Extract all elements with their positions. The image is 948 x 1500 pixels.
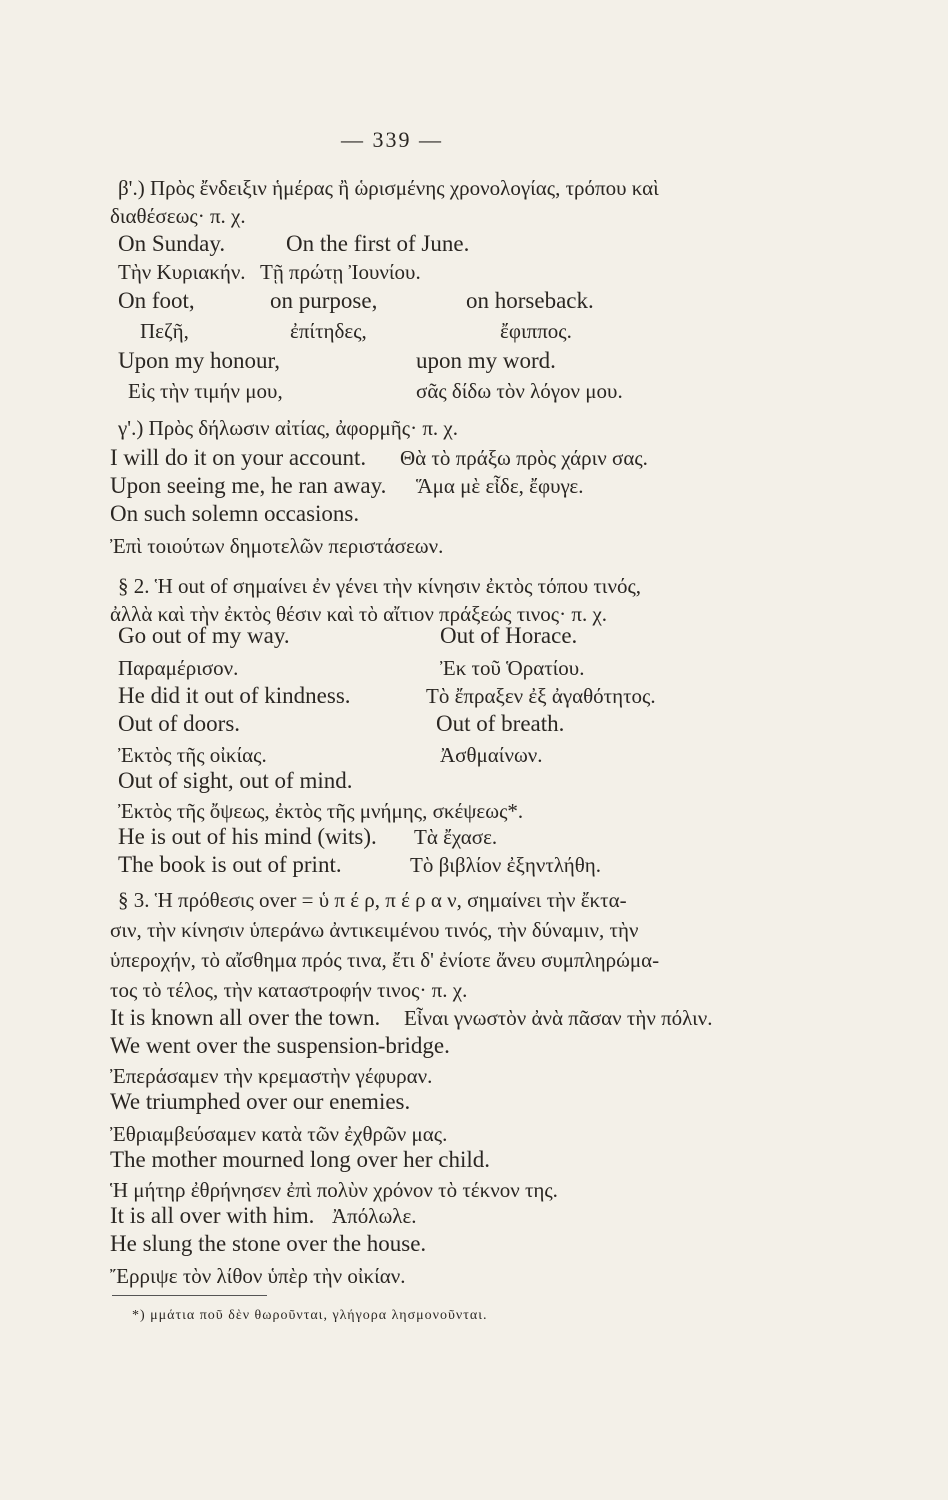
- text-line: ἀλλὰ καὶ τὴν ἐκτὸς θέσιν καὶ τὸ αἴτιον πράξεώς τινος· π. χ.: [110, 602, 608, 626]
- text-line: Εἶναι γνωστὸν ἀνὰ πᾶσαν τὴν πόλιν.: [404, 1006, 713, 1030]
- text-line: He slung the stone over the house.: [110, 1231, 427, 1256]
- text-line: σιν, τὴν κίνησιν ὑπεράνω ἀντικειμένου τινός, τὴν δύναμιν, τὴν: [110, 918, 639, 942]
- text-line: Out of Horace.: [440, 623, 578, 648]
- text-line: Τὸ ἔπραξεν ἐξ ἀγαθότητος.: [426, 684, 656, 708]
- text-line: Out of sight, out of mind.: [118, 768, 353, 793]
- text-line: on horseback.: [466, 288, 594, 313]
- text-line: Ἐκτὸς τῆς ὄψεως, ἐκτὸς τῆς μνήμης, σκέψεως*.: [118, 799, 524, 823]
- text-line: § 2. Ἡ out of σημαίνει ἐν γένει τὴν κίνησιν ἐκτὸς τόπου τινός,: [118, 574, 642, 598]
- text-line: ὑπεροχήν, τὸ αἴσθημα πρός τινα, ἔτι δ' ἐνίοτε ἄνευ συμπληρώμα-: [110, 948, 660, 972]
- text-line: Ἐπεράσαμεν τὴν κρεμαστὴν γέφυραν.: [110, 1064, 433, 1088]
- text-line: Θὰ τὸ πράξω πρὸς χάριν σας.: [400, 446, 648, 470]
- text-line: τος τὸ τέλος, τὴν καταστροφήν τινος· π. χ.: [110, 978, 468, 1002]
- text-line: διαθέσεως· π. χ.: [110, 204, 246, 228]
- text-line: On foot,: [118, 288, 195, 313]
- text-line: On the first of June.: [286, 231, 470, 256]
- text-line: Ἡ μήτηρ ἐθρήνησεν ἐπὶ πολὺν χρόνον τὸ τέκνον της.: [110, 1178, 558, 1202]
- text-line: It is all over with him.: [110, 1203, 315, 1228]
- text-line: Παραμέρισον.: [118, 656, 239, 680]
- text-line: Ἐκτὸς τῆς οἰκίας.: [118, 743, 267, 767]
- text-line: Go out of my way.: [118, 623, 290, 648]
- text-line: Out of doors.: [118, 711, 241, 736]
- text-line: σᾶς δίδω τὸν λόγον μου.: [416, 379, 623, 403]
- text-line: Τὴν Κυριακήν.: [118, 260, 246, 284]
- text-line: Ἐκ τοῦ Ὁρατίου.: [440, 656, 585, 680]
- text-line: Ἀπόλωλε.: [332, 1204, 417, 1228]
- text-line: Τῇ πρώτῃ Ἰουνίου.: [260, 260, 421, 284]
- text-line: § 3. Ἡ πρόθεσις over = ὑ π έ ρ, π έ ρ α ν, σημαίνει τὴν ἔκτα-: [118, 888, 627, 912]
- text-line: It is known all over the town.: [110, 1005, 381, 1030]
- text-line: Τὰ ἔχασε.: [414, 825, 498, 849]
- text-line: Upon seeing me, he ran away.: [110, 473, 387, 498]
- text-line: We went over the suspension-bridge.: [110, 1033, 450, 1058]
- footnote: *) μμάτια ποῦ δὲν θωροῦνται, γλήγορα λησμονοῦνται.: [132, 1308, 488, 1323]
- text-line: β'.) Πρὸς ἔνδειξιν ἡμέρας ἢ ὡρισμένης χρονολογίας, τρόπου καὶ: [118, 176, 659, 200]
- text-line: Upon my honour,: [118, 348, 280, 373]
- text-line: He is out of his mind (wits).: [118, 824, 377, 849]
- text-line: γ'.) Πρὸς δήλωσιν αἰτίας, ἀφορμῆς· π. χ.: [118, 416, 458, 440]
- text-line: On such solemn occasions.: [110, 501, 360, 526]
- text-line: Ἅμα μὲ εἶδε, ἔφυγε.: [416, 474, 584, 498]
- text-line: on purpose,: [270, 288, 378, 313]
- text-line: Ἔρριψε τὸν λίθον ὑπὲρ τὴν οἰκίαν.: [110, 1264, 406, 1288]
- text-line: upon my word.: [416, 348, 556, 373]
- text-line: Τὸ βιβλίον ἐξηντλήθη.: [410, 853, 602, 877]
- text-line: The mother mourned long over her child.: [110, 1147, 491, 1172]
- text-line: On Sunday.: [118, 231, 226, 256]
- footnote-rule: [112, 1295, 267, 1296]
- page-number: — 339 —: [341, 127, 443, 152]
- text-line: ἐπίτηδες,: [290, 319, 367, 343]
- text-line: Πεζῆ,: [140, 319, 189, 343]
- text-line: ἔφιππος.: [500, 319, 572, 343]
- text-line: Εἰς τὴν τιμήν μου,: [128, 379, 283, 403]
- text-line: Ἐθριαμβεύσαμεν κατὰ τῶν ἐχθρῶν μας.: [110, 1122, 448, 1146]
- text-line: Ἐπὶ τοιούτων δημοτελῶν περιστάσεων.: [110, 534, 444, 558]
- text-line: He did it out of kindness.: [118, 683, 351, 708]
- text-line: We triumphed over our enemies.: [110, 1089, 411, 1114]
- text-line: Ἀσθμαίνων.: [440, 743, 543, 767]
- text-line: The book is out of print.: [118, 852, 342, 877]
- text-line: Out of breath.: [436, 711, 565, 736]
- text-line: I will do it on your account.: [110, 445, 367, 470]
